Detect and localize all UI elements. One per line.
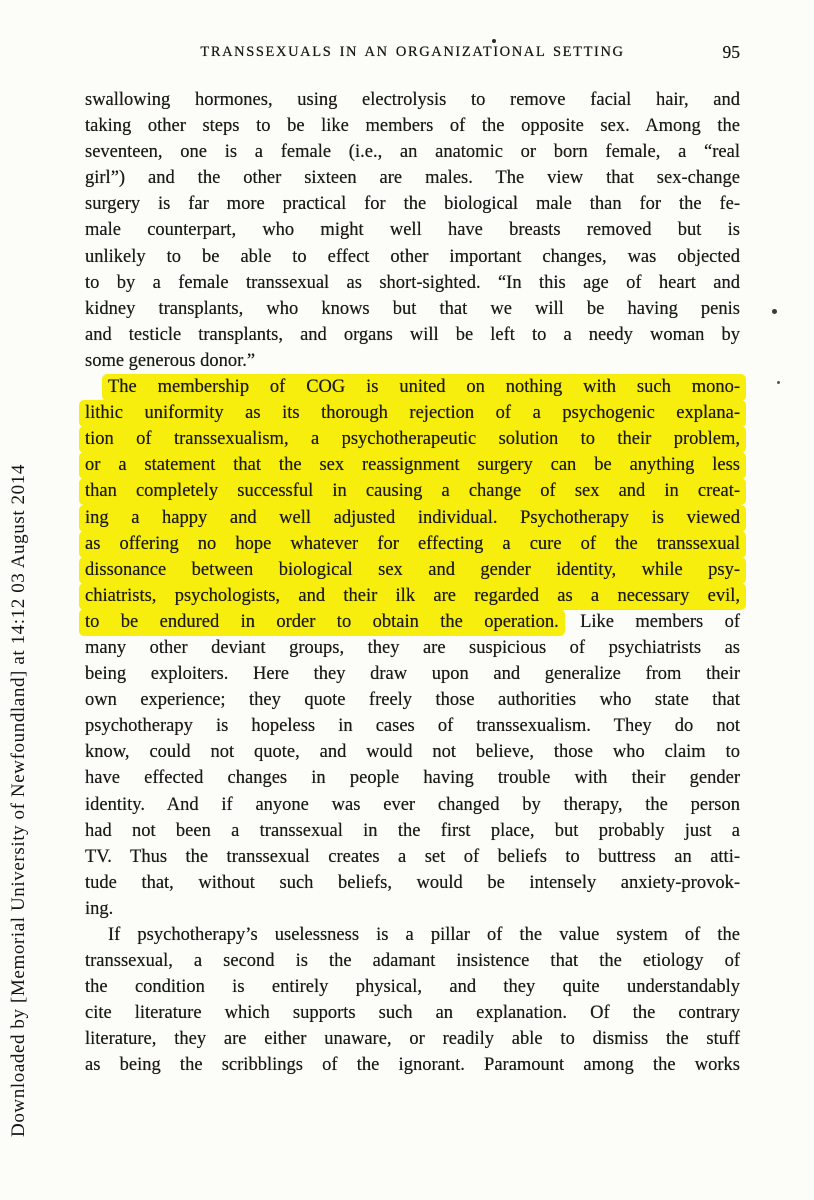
text-line [85, 426, 740, 452]
text-line [85, 113, 740, 139]
line-text: the condition is entirely physical, and they quite understandably [85, 977, 740, 998]
scan-speck [772, 309, 777, 314]
body-text [85, 87, 740, 1079]
text-line [85, 609, 740, 635]
highlighted-text: to be endured in order to obtain the operation. [79, 609, 565, 636]
line-text: seventeen, one is a female (i.e., an anatomic or born female, a “real [85, 142, 740, 163]
text-line [85, 739, 740, 765]
line-text: had not been a transsexual in the first place, but probably just a [85, 820, 740, 841]
text-line [85, 452, 740, 478]
text-line [85, 322, 740, 348]
line-text: psychotherapy is hopeless in cases of transsexualism. They do not [85, 716, 740, 737]
highlighted-text: than completely successful in causing a change of sex and in creat- [79, 478, 746, 505]
text-line [85, 505, 740, 531]
line-text: Like members of [558, 611, 740, 632]
text-line [85, 400, 740, 426]
line-text: know, could not quote, and would not believe, those who claim to [85, 742, 740, 763]
line-text: and testicle transplants, and organs will be left to a needy woman by [85, 324, 740, 345]
line-text: taking other steps to be like members of the opposite sex. Among the [85, 116, 740, 137]
text-line [85, 818, 740, 844]
text-line [85, 896, 740, 922]
line-text: transsexual, a second is the adamant insistence that the etiology of [85, 951, 740, 972]
running-title: TRANSSEXUALS IN AN ORGANIZATIONAL SETTING [200, 44, 625, 60]
line-text: as being the scribblings of the ignorant. Paramount among the works [85, 1055, 740, 1076]
page-number: 95 [722, 42, 740, 62]
highlighted-text: as offering no hope whatever for effecting a cure of the transsexual [79, 531, 746, 558]
text-line [85, 374, 740, 400]
text-line [85, 244, 740, 270]
text-line [85, 635, 740, 661]
line-text: identity. And if anyone was ever changed by therapy, the person [85, 794, 740, 815]
text-line [85, 217, 740, 243]
text-line [85, 922, 740, 948]
text-line [85, 87, 740, 113]
line-text: to by a female transsexual as short-sighted. “In this age of heart and [85, 272, 740, 293]
text-line [85, 270, 740, 296]
line-text: surgery is far more practical for the biological male than for the fe- [85, 194, 740, 215]
highlighted-text: lithic uniformity as its thorough rejection of a psychogenic explana- [79, 400, 746, 427]
line-text: TV. Thus the transsexual creates a set of beliefs to buttress an atti- [85, 846, 740, 867]
text-line [85, 661, 740, 687]
highlighted-text: or a statement that the sex reassignment surgery can be anything less [79, 452, 746, 479]
line-text: literature, they are either unaware, or readily able to dismiss the stuff [85, 1029, 740, 1050]
text-line [85, 139, 740, 165]
highlighted-text: tion of transsexualism, a psychotherapeutic solution to their problem, [79, 426, 746, 453]
text-line [85, 531, 740, 557]
text-line [85, 165, 740, 191]
line-text: some generous donor.” [85, 350, 256, 371]
text-line [85, 1026, 740, 1052]
text-line [85, 348, 740, 374]
text-line [85, 1052, 740, 1078]
text-line [85, 296, 740, 322]
text-line [85, 792, 740, 818]
line-text: kidney transplants, who knows but that we will be having penis [85, 298, 740, 319]
download-watermark: Downloaded by [Memorial University of Newfoundland] at 14:12 03 August 2014 [8, 464, 29, 1137]
text-line [85, 478, 740, 504]
page-header [85, 44, 740, 66]
line-text: If psychotherapy’s uselessness is a pillar of the value system of the [108, 925, 740, 945]
scan-speck [777, 381, 780, 384]
text-line [85, 765, 740, 791]
text-line [85, 191, 740, 217]
line-text: being exploiters. Here they draw upon and generalize from their [85, 664, 740, 685]
text-line [85, 844, 740, 870]
text-line [85, 974, 740, 1000]
scan-speck [492, 39, 496, 43]
line-text: many other deviant groups, they are suspicious of psychiatrists as [85, 637, 740, 658]
text-line [85, 583, 740, 609]
highlighted-text: The membership of COG is united on nothing with such mono- [102, 374, 746, 401]
line-text: male counterpart, who might well have breasts removed but is [85, 220, 740, 241]
highlighted-text: ing a happy and well adjusted individual. Psychotherapy is viewed [79, 505, 746, 532]
text-line [85, 1000, 740, 1026]
line-text: tude that, without such beliefs, would be intensely anxiety-provok- [85, 872, 740, 893]
text-line [85, 713, 740, 739]
line-text: girl”) and the other sixteen are males. The view that sex-change [85, 168, 740, 189]
text-line [85, 948, 740, 974]
line-text: unlikely to be able to effect other important changes, was objected [85, 246, 740, 267]
line-text: ing. [85, 898, 114, 919]
line-text: swallowing hormones, using electrolysis to remove facial hair, and [85, 90, 740, 110]
text-line [85, 687, 740, 713]
text-line [85, 870, 740, 896]
line-text: have effected changes in people having trouble with their gender [85, 768, 740, 789]
line-text: cite literature which supports such an explanation. Of the contrary [85, 1003, 740, 1024]
highlighted-text: dissonance between biological sex and gender identity, while psy- [79, 557, 746, 584]
text-line [85, 557, 740, 583]
line-text: own experience; they quote freely those authorities who state that [85, 690, 740, 711]
highlighted-text: chiatrists, psychologists, and their ilk are regarded as a necessary evil, [79, 583, 746, 610]
